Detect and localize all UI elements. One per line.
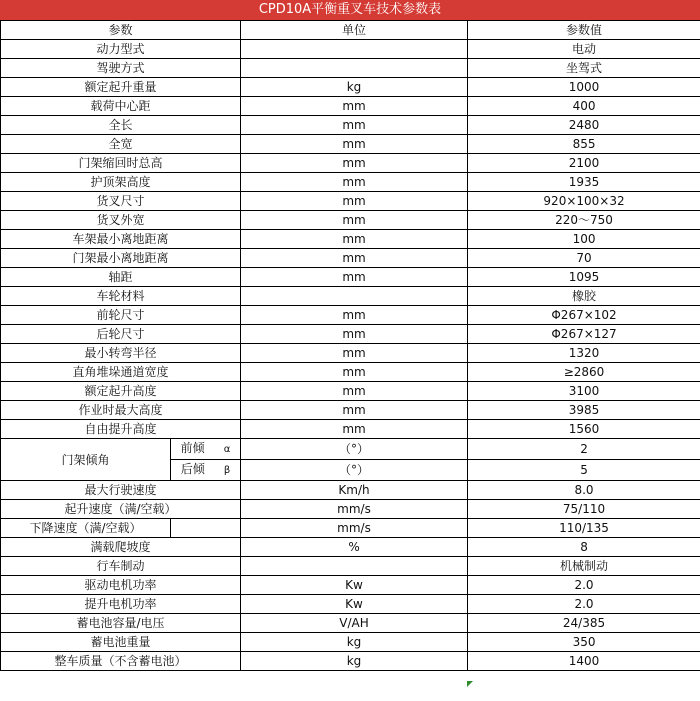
- value-cell: 350: [468, 633, 700, 652]
- table-title: CPD10A平衡重叉车技术参数表: [0, 0, 700, 20]
- param-cell: 行车制动: [1, 557, 241, 576]
- param-cell: 提升电机功率: [1, 595, 241, 614]
- param-cell: 门架缩回时总高: [1, 154, 241, 173]
- table-row: [1, 325, 700, 344]
- value-cell: 1320: [468, 344, 700, 363]
- unit-cell: mm: [241, 325, 468, 344]
- unit-cell: mm/s: [241, 519, 468, 538]
- value-cell: 机械制动: [468, 557, 700, 576]
- param-cell: 车轮材料: [1, 287, 241, 306]
- table-row: [1, 59, 700, 78]
- unit-cell: mm: [241, 382, 468, 401]
- value-cell: 橡胶: [468, 287, 700, 306]
- value-cell: 110/135: [468, 519, 700, 538]
- param-cell: 驱动电机功率: [1, 576, 241, 595]
- table-row: [1, 78, 700, 97]
- param-cell: 蓄电池重量: [1, 633, 241, 652]
- param-cell: 作业时最大高度: [1, 401, 241, 420]
- unit-cell: mm: [241, 135, 468, 154]
- unit-cell: mm: [241, 249, 468, 268]
- value-cell: 坐驾式: [468, 59, 700, 78]
- spec-table-body: [1, 21, 700, 671]
- unit-cell: mm: [241, 211, 468, 230]
- unit-cell: mm: [241, 192, 468, 211]
- unit-cell: kg: [241, 78, 468, 97]
- param-cell: 护顶架高度: [1, 173, 241, 192]
- value-cell: 2100: [468, 154, 700, 173]
- param-cell: 货叉尺寸: [1, 192, 241, 211]
- table-row: [1, 538, 700, 557]
- unit-cell: kg: [241, 633, 468, 652]
- tilt-label-cell: 门架倾角: [1, 439, 171, 481]
- unit-cell: （°）: [241, 439, 468, 460]
- unit-cell: [241, 40, 468, 59]
- table-row: [1, 382, 700, 401]
- empty-cell: [171, 519, 241, 538]
- value-cell: 3985: [468, 401, 700, 420]
- table-row: [1, 633, 700, 652]
- table-row: [1, 500, 700, 519]
- value-cell: 3100: [468, 382, 700, 401]
- unit-cell: Kw: [241, 595, 468, 614]
- alpha-symbol: α: [223, 444, 231, 455]
- value-cell: 920×100×32: [468, 192, 700, 211]
- tilt-rear-cell: [171, 460, 241, 481]
- unit-cell: [241, 59, 468, 78]
- cell-comment-marker-icon: [467, 681, 473, 687]
- table-row: [1, 230, 700, 249]
- table-row: [1, 614, 700, 633]
- unit-cell: Km/h: [241, 481, 468, 500]
- unit-cell: mm: [241, 116, 468, 135]
- value-cell: 2.0: [468, 595, 700, 614]
- table-row: [1, 306, 700, 325]
- table-row: [1, 135, 700, 154]
- unit-cell: mm: [241, 230, 468, 249]
- param-cell: 门架最小离地距离: [1, 249, 241, 268]
- unit-cell: [241, 287, 468, 306]
- value-cell: 5: [468, 460, 700, 481]
- table-row: [1, 439, 700, 460]
- value-cell: 855: [468, 135, 700, 154]
- value-cell: ≥2860: [468, 363, 700, 382]
- table-row: [1, 595, 700, 614]
- param-cell: 动力型式: [1, 40, 241, 59]
- table-row: [1, 192, 700, 211]
- unit-cell: mm: [241, 268, 468, 287]
- param-cell: 下降速度（满/空载）: [1, 519, 171, 538]
- value-cell: 1935: [468, 173, 700, 192]
- table-row: [1, 287, 700, 306]
- value-cell: 2.0: [468, 576, 700, 595]
- table-row: [1, 481, 700, 500]
- unit-cell: kg: [241, 652, 468, 671]
- table-row: [1, 557, 700, 576]
- param-cell: 满载爬坡度: [1, 538, 241, 557]
- value-cell: 8: [468, 538, 700, 557]
- unit-cell: mm/s: [241, 500, 468, 519]
- value-cell: 2: [468, 439, 700, 460]
- table-row: [1, 211, 700, 230]
- table-row: [1, 249, 700, 268]
- table-row: [1, 173, 700, 192]
- unit-cell: mm: [241, 97, 468, 116]
- table-row: [1, 576, 700, 595]
- table-row: [1, 344, 700, 363]
- header-unit: 单位: [241, 21, 468, 40]
- param-cell: 蓄电池容量/电压: [1, 614, 241, 633]
- spec-table: [0, 20, 700, 671]
- unit-cell: Kw: [241, 576, 468, 595]
- table-row: [1, 40, 700, 59]
- unit-cell: V/AH: [241, 614, 468, 633]
- value-cell: 1560: [468, 420, 700, 439]
- value-cell: 8.0: [468, 481, 700, 500]
- header-param: 参数: [1, 21, 241, 40]
- param-cell: 自由提升高度: [1, 420, 241, 439]
- param-cell: 载荷中心距: [1, 97, 241, 116]
- table-row: [1, 116, 700, 135]
- value-cell: Φ267×102: [468, 306, 700, 325]
- value-cell: 电动: [468, 40, 700, 59]
- unit-cell: mm: [241, 363, 468, 382]
- tilt-front-label: 前倾: [180, 441, 205, 455]
- table-row: [1, 268, 700, 287]
- param-cell: 轴距: [1, 268, 241, 287]
- param-cell: 车架最小离地距离: [1, 230, 241, 249]
- param-cell: 全长: [1, 116, 241, 135]
- unit-cell: mm: [241, 306, 468, 325]
- value-cell: 70: [468, 249, 700, 268]
- value-cell: 1400: [468, 652, 700, 671]
- table-row: [1, 154, 700, 173]
- param-cell: 驾驶方式: [1, 59, 241, 78]
- unit-cell: mm: [241, 344, 468, 363]
- param-cell: 全宽: [1, 135, 241, 154]
- table-row: [1, 401, 700, 420]
- table-row: [1, 519, 700, 538]
- tilt-rear-label: 后倾: [180, 462, 205, 476]
- value-cell: 75/110: [468, 500, 700, 519]
- param-cell: 最小转弯半径: [1, 344, 241, 363]
- param-cell: 起升速度（满/空载）: [1, 500, 241, 519]
- param-cell: 最大行驶速度: [1, 481, 241, 500]
- unit-cell: mm: [241, 173, 468, 192]
- value-cell: 2480: [468, 116, 700, 135]
- table-row: [1, 363, 700, 382]
- param-cell: 货叉外宽: [1, 211, 241, 230]
- unit-cell: %: [241, 538, 468, 557]
- unit-cell: [241, 557, 468, 576]
- param-cell: 直角堆垛通道宽度: [1, 363, 241, 382]
- tilt-front-cell: [171, 439, 241, 460]
- table-row: [1, 420, 700, 439]
- value-cell: Φ267×127: [468, 325, 700, 344]
- value-cell: 400: [468, 97, 700, 116]
- value-cell: 220～750: [468, 211, 700, 230]
- unit-cell: mm: [241, 420, 468, 439]
- header-row: [1, 21, 700, 40]
- value-cell: 1000: [468, 78, 700, 97]
- table-row: [1, 97, 700, 116]
- param-cell: 后轮尺寸: [1, 325, 241, 344]
- value-cell: 1095: [468, 268, 700, 287]
- param-cell: 额定起升重量: [1, 78, 241, 97]
- header-value: 参数值: [468, 21, 700, 40]
- unit-cell: mm: [241, 401, 468, 420]
- beta-symbol: β: [223, 465, 231, 476]
- table-row: [1, 652, 700, 671]
- unit-cell: mm: [241, 154, 468, 173]
- param-cell: 额定起升高度: [1, 382, 241, 401]
- value-cell: 100: [468, 230, 700, 249]
- value-cell: 24/385: [468, 614, 700, 633]
- unit-cell: （°）: [241, 460, 468, 481]
- param-cell: 整车质量（不含蓄电池）: [1, 652, 241, 671]
- param-cell: 前轮尺寸: [1, 306, 241, 325]
